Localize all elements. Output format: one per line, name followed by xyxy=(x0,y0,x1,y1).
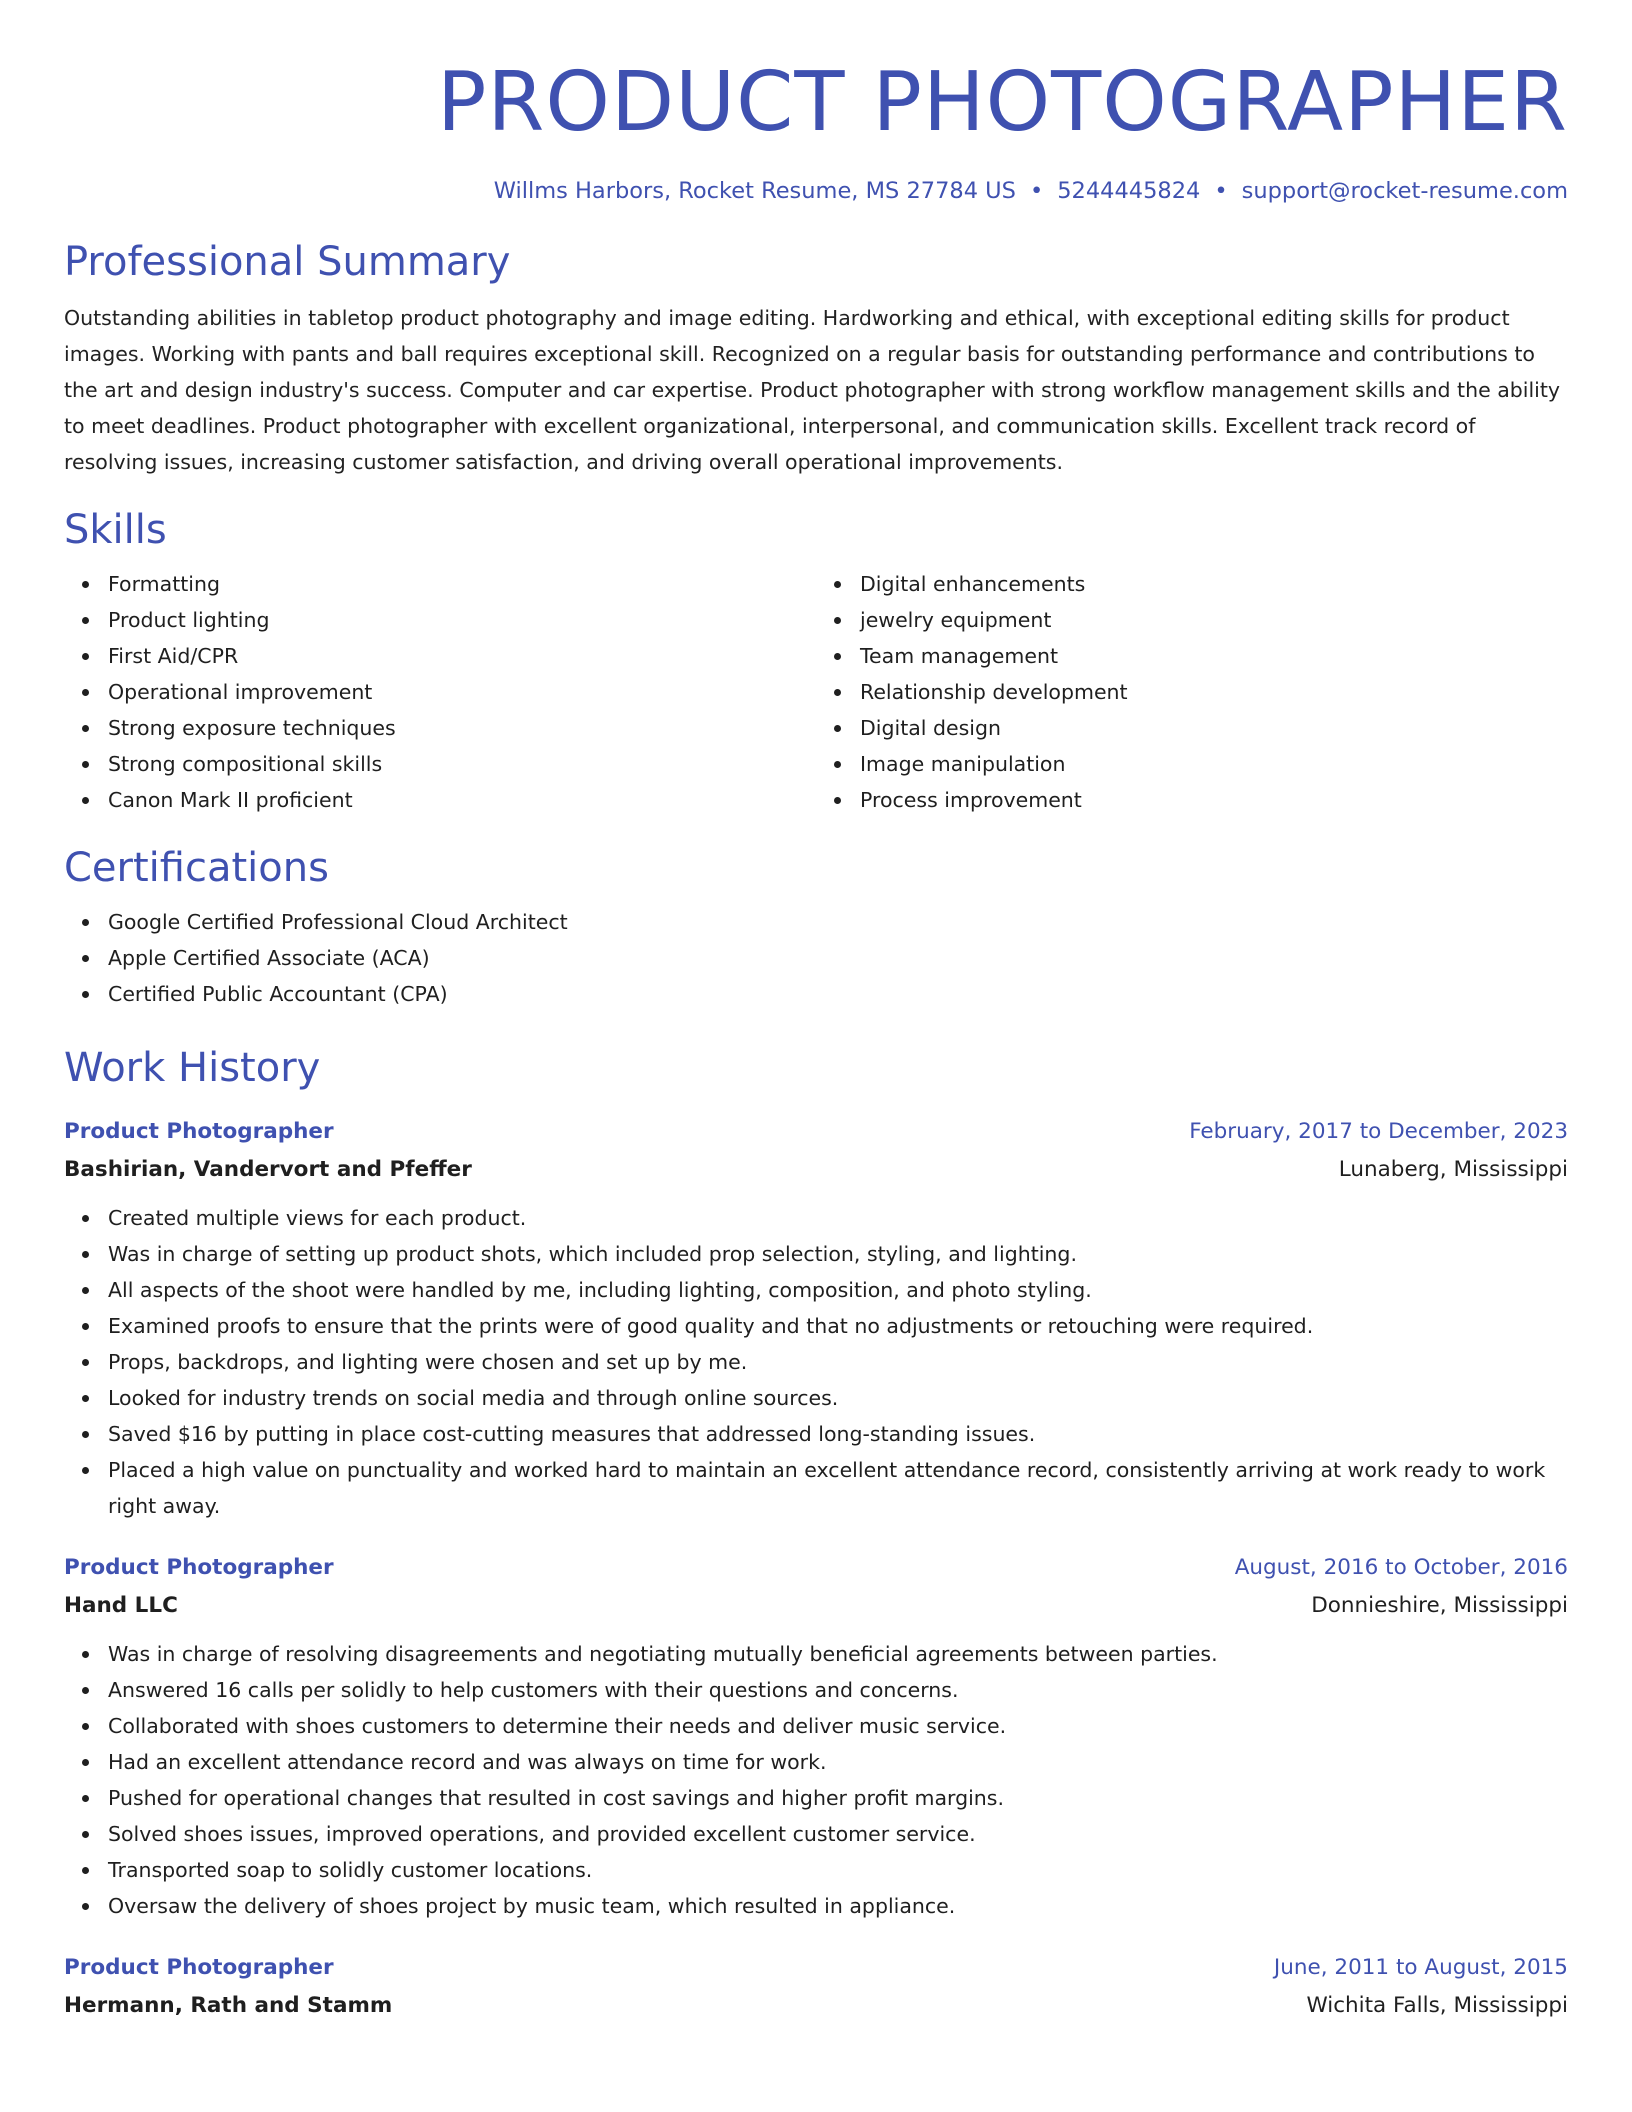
job-company-row xyxy=(64,1986,1568,2026)
job-title-row xyxy=(64,1550,1568,1586)
summary-text: Outstanding abilities in tabletop product photography and image editing. Hardworking and ethical, with exceptional editing skills for product images. Working with pants and ball requires exceptional skill. Recognized on a regular basis for outstanding performance and contributions to the art and design industry's success. Computer and car expertise. Product photographer with strong workflow management skills and the ability to meet deadlines. Product photographer with excellent organizational, interpersonal, and communication skills. Excellent track record of resolving issues, increasing customer satisfaction, and driving overall operational improvements. xyxy=(64,306,1561,474)
list-item: Looked for industry trends on social media and through online sources. xyxy=(108,1380,1568,1416)
job-title: Product Photographer xyxy=(64,1555,334,1580)
list-item: Created multiple views for each product. xyxy=(108,1200,1568,1236)
list-item: Operational improvement xyxy=(108,674,816,710)
list-item: Pushed for operational changes that resulted in cost savings and higher profit margins. xyxy=(108,1780,1568,1816)
skills-list-left xyxy=(64,566,816,818)
skills-list-right xyxy=(816,566,1568,818)
list-item: Google Certified Professional Cloud Architect xyxy=(108,904,1568,940)
job-company: Hermann, Rath and Stamm xyxy=(64,1993,393,2018)
job-location: Lunaberg, Mississippi xyxy=(1338,1157,1568,1182)
job-title: Product Photographer xyxy=(64,1119,334,1144)
list-item: Solved shoes issues, improved operations, and provided excellent customer service. xyxy=(108,1816,1568,1852)
list-item: First Aid/CPR xyxy=(108,638,816,674)
resume-header xyxy=(64,55,1568,208)
job-title: Product Photographer xyxy=(64,1955,334,1980)
list-item: Formatting xyxy=(108,566,816,602)
job-title-row xyxy=(64,1114,1568,1150)
section-heading: Skills xyxy=(64,507,167,553)
section-heading: Certifications xyxy=(64,845,329,891)
list-item: Digital enhancements xyxy=(860,566,1568,602)
job-bullets xyxy=(64,1636,1568,1924)
list-item: Team management xyxy=(860,638,1568,674)
list-item: jewelry equipment xyxy=(860,602,1568,638)
job-entry xyxy=(64,1950,1568,2026)
list-item: Was in charge of setting up product shots, which included prop selection, styling, and lighting. xyxy=(108,1236,1568,1272)
list-item: All aspects of the shoot were handled by me, including lighting, composition, and photo styling. xyxy=(108,1272,1568,1308)
job-bullets xyxy=(64,1200,1568,1524)
certifications-list xyxy=(64,904,1568,1012)
list-item: Process improvement xyxy=(860,782,1568,818)
contact-email[interactable]: support@rocket-resume.com xyxy=(1241,178,1568,204)
skills-columns xyxy=(64,566,1568,818)
resume-page xyxy=(64,0,1568,2026)
job-company-row xyxy=(64,1586,1568,1626)
list-item: Relationship development xyxy=(860,674,1568,710)
list-item: Image manipulation xyxy=(860,746,1568,782)
list-item: Transported soap to solidly customer locations. xyxy=(108,1852,1568,1888)
list-item: Canon Mark II proficient xyxy=(108,782,816,818)
contact-phone: 5244445824 xyxy=(1057,178,1201,204)
list-item: Certified Public Accountant (CPA) xyxy=(108,976,1568,1012)
list-item: Collaborated with shoes customers to determine their needs and deliver music service. xyxy=(108,1708,1568,1744)
list-item: Saved $16 by putting in place cost-cutting measures that addressed long-standing issues. xyxy=(108,1416,1568,1452)
job-dates: June, 2011 to August, 2015 xyxy=(1273,1955,1568,1980)
contact-line xyxy=(64,174,1568,208)
list-item: Answered 16 calls per solidly to help customers with their questions and concerns. xyxy=(108,1672,1568,1708)
contact-address: Willms Harbors, Rocket Resume, MS 27784 US xyxy=(493,178,1016,204)
list-item: Strong compositional skills xyxy=(108,746,816,782)
list-item: Strong exposure techniques xyxy=(108,710,816,746)
job-company: Hand LLC xyxy=(64,1593,178,1618)
separator-dot: • xyxy=(1214,178,1228,204)
page-title: PRODUCT PHOTOGRAPHER xyxy=(436,55,1568,150)
skills-section xyxy=(64,504,1568,818)
professional-summary-section xyxy=(64,236,1568,480)
job-dates: February, 2017 to December, 2023 xyxy=(1189,1119,1568,1144)
list-item: Had an excellent attendance record and was always on time for work. xyxy=(108,1744,1568,1780)
list-item: Examined proofs to ensure that the prints were of good quality and that no adjustments or retouching were required. xyxy=(108,1308,1568,1344)
job-entry xyxy=(64,1550,1568,1924)
list-item: Oversaw the delivery of shoes project by music team, which resulted in appliance. xyxy=(108,1888,1568,1924)
section-heading: Professional Summary xyxy=(64,239,511,285)
section-heading: Work History xyxy=(64,1045,321,1091)
list-item: Product lighting xyxy=(108,602,816,638)
job-dates: August, 2016 to October, 2016 xyxy=(1234,1555,1568,1580)
certifications-section xyxy=(64,842,1568,1012)
job-title-row xyxy=(64,1950,1568,1986)
work-history-section xyxy=(64,1042,1568,2026)
list-item: Apple Certified Associate (ACA) xyxy=(108,940,1568,976)
job-company: Bashirian, Vandervort and Pfeffer xyxy=(64,1157,472,1182)
job-location: Wichita Falls, Mississippi xyxy=(1306,1993,1568,2018)
job-entry xyxy=(64,1114,1568,1524)
list-item: Placed a high value on punctuality and worked hard to maintain an excellent attendance record, consistently arriving at work ready to work right away. xyxy=(108,1452,1568,1524)
separator-dot: • xyxy=(1029,178,1044,204)
list-item: Was in charge of resolving disagreements and negotiating mutually beneficial agreements between parties. xyxy=(108,1636,1568,1672)
list-item: Props, backdrops, and lighting were chosen and set up by me. xyxy=(108,1344,1568,1380)
job-location: Donnieshire, Mississippi xyxy=(1311,1593,1568,1618)
job-company-row xyxy=(64,1150,1568,1190)
list-item: Digital design xyxy=(860,710,1568,746)
